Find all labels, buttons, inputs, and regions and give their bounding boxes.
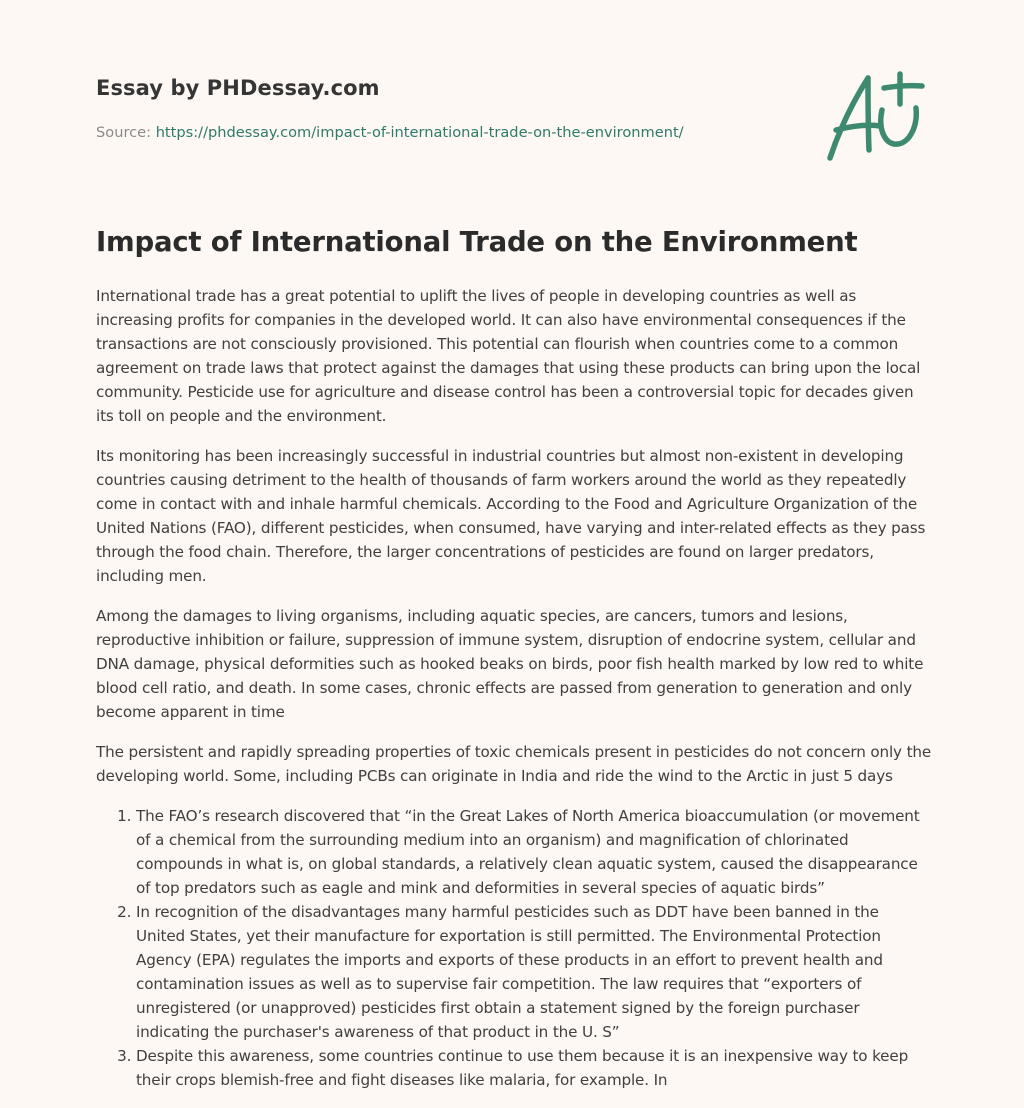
source-line (96, 124, 684, 141)
essay-paragraph: Among the damages to living organisms, including aquatic species, are cancers, tumors and lesions, reproductive inhibition or failure, suppression of immune system, disruption of endocrine system, cellular and DNA damage, physical deformities such as hooked beaks on birds, poor fish health marked by low red to white blood cell ratio, and death. In some cases, chronic effects are passed from generation to generation and only become apparent in time (96, 607, 924, 721)
source-label: Source: (96, 124, 156, 141)
source-link[interactable]: https://phdessay.com/impact-of-international-trade-on-the-environment/ (155, 124, 684, 141)
essay-paragraph: The persistent and rapidly spreading properties of toxic chemicals present in pesticides do not concern only the developing world. Some, including PCBs can originate in India and ride the wind to the Arctic in just 5 days (96, 743, 932, 785)
essay-title: Impact of International Trade on the Environment (96, 226, 858, 258)
list-item: 1. The FAO’s research discovered that “in the Great Lakes of North America bioaccumulation (or movement of a chemical from the surrounding medium into an organism) and magnification of chlorinated compounds in what is, on global standards, a relatively clean aquatic system, caused the disappearance of top predators such as eagle and mink and deformities in several species of aquatic birds” (136, 804, 932, 900)
site-brand: Essay by PHDessay.com (96, 76, 380, 100)
essay-paragraph: International trade has a great potential to uplift the lives of people in developing countries as well as increasing profits for companies in the developed world. It can also have environmental consequences if the transactions are not consciously provisioned. This potential can flourish when countries come to a common agreement on trade laws that protect against the damages that using these products can bring upon the local community. Pesticide use for agriculture and disease control has been a controversial topic for decades given its toll on people and the environment. (96, 287, 921, 425)
list-item: 3. Despite this awareness, some countries continue to use them because it is an inexpensive way to keep their crops blemish-free and fight diseases like malaria, for example. In (136, 1044, 932, 1092)
essay-body (96, 284, 932, 1092)
list-item: 2. In recognition of the disadvantages many harmful pesticides such as DDT have been banned in the United States, yet their manufacture for exportation is still permitted. The Environmental Protection Agency (EPA) regulates the imports and exports of these products in an effort to prevent health and contamination issues as well as to supervise fair competition. The law requires that “exporters of unregistered (or unapproved) pesticides first obtain a statement signed by the foreign purchaser indicating the purchaser's awareness of that product in the U. S” (136, 900, 932, 1044)
a-plus-logo-icon (818, 66, 930, 166)
essay-numbered-list (96, 804, 932, 1092)
essay-paragraph: Its monitoring has been increasingly successful in industrial countries but almost non-existent in developing countries causing detriment to the health of thousands of farm workers around the world as they repeatedly come in contact with and inhale harmful chemicals. According to the Food and Agriculture Organization of the United Nations (FAO), different pesticides, when consumed, have varying and inter-related effects as they pass through the food chain. Therefore, the larger concentrations of pesticides are found on larger predators, including men. (96, 447, 926, 585)
